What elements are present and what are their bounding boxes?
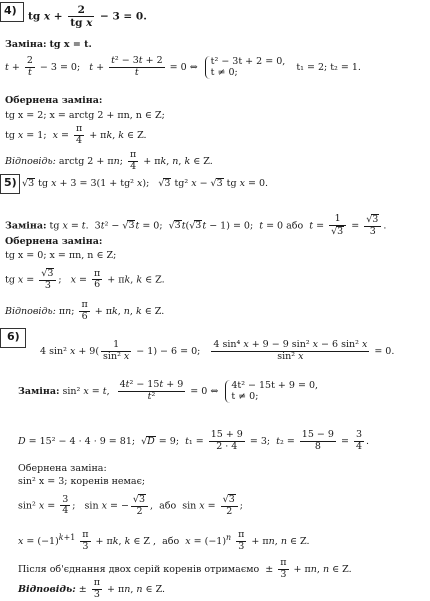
roots: t₁ = 2; t₂ = 1. (296, 61, 361, 73)
problem-number: 5) (4, 176, 17, 189)
problem-equation: tg x + $\frac{2}{\text{tg x}}$ − 3 = 0. (28, 4, 147, 30)
equation-system: 4t² − 15t + 9 = 0, t ≠ 0; (225, 380, 322, 403)
combine-line: Після об'єднання двох серій коренів отримаємо ± $\frac{\pi}{3}$ + πn, n ∈ Z. (18, 557, 352, 580)
inverse-substitution-label: Обернена заміна: (5, 236, 103, 247)
case-1: tg x = 0; x = πn, n ∈ Z; (5, 250, 117, 261)
problem-6 (0, 326, 430, 600)
case-2: tg x = 1; x = $\frac{\pi}{4}$ + πk, k ∈ Z. (5, 123, 147, 146)
answer-line: Відповідь: ± $\frac{\pi}{3}$ + πn, n ∈ Z. (18, 577, 166, 600)
substitution-line: Заміна: tg x = t. 3t² − √3t = 0; √3t(√3t − 1) = 0; t = 0 або t = $\frac{1}{√3}$ = $\frac{√3}{3}$ . (5, 213, 387, 237)
problem-5 (0, 172, 430, 322)
case-1: tg x = 2; x = arctg 2 + πn, n ∈ Z; (5, 110, 165, 121)
no-roots-line: sin² x = 3; коренів немає; (18, 476, 146, 487)
inverse-substitution-label: Обернена заміна: (5, 95, 103, 106)
answer-line: Відповідь: πn; $\frac{\pi}{6}$ + πk, n, k ∈ Z. (5, 299, 165, 322)
case-2: sin² x = $\frac{3}{4}$ ; sin x = − $\frac{√3}{2}$ , або sin x = $\frac{√3}{2}$ ; (18, 493, 243, 517)
problem-number: 6) (7, 330, 20, 343)
case-3: $x = (-1)^{k+1}$ $\frac{\pi}{3}$ + πk, k ∈ Z , або $x = (-1)^n$ $\frac{\pi}{3}$ + πn, n ∈ Z. (18, 529, 310, 552)
substitution-line: Заміна: sin² x = t, $\frac{\text{4t² − 15t + 9}}{\text{t²}}$ = 0 ⇔ 4t² − 15t + 9 = 0, t ≠ 0; (18, 380, 326, 403)
equation-system: t² − 3t + 2 = 0, t ≠ 0; (205, 56, 290, 79)
inverse-substitution-label: Обернена заміна: (18, 463, 107, 474)
discriminant-line: D = 15² − 4 · 4 · 9 = 81; √D = 9; t₁ = $\frac{15 + 9}{2 \cdot 4}$ = 3; t₂ = $\frac{15 - 9}{8}$ = $\frac{3}{4}$ . (18, 429, 370, 452)
problem-number: 4) (4, 4, 17, 17)
case-2: tg x = $\frac{√3}{3}$ ; x = $\frac{\pi}{6}$ + πk, k ∈ Z. (5, 267, 165, 291)
problem-equation: √3 tg x + 3 = 3(1 + tg² x); √3 tg² x − √3 tg x = 0. (22, 178, 269, 189)
substitution-line: Заміна: tg x = t. (5, 39, 92, 50)
substituted-equation: t + $\frac{2}{t}$ − 3 = 0; t + $\frac{\text{t² − 3t + 2}}{t}$ = 0 ⇔ t² − 3t + 2 = 0, t ≠ 0; t₁ = 2; t₂ = 1. (5, 55, 361, 79)
problem-4 (0, 0, 430, 170)
answer-line: Відповідь: arctg 2 + πn; $\frac{\pi}{4}$ + πk, n, k ∈ Z. (5, 149, 213, 172)
problem-equation: 4 sin² x + 9( $\frac{1}{\text{sin² x}}$ − 1) − 6 = 0; $\frac{\text{4 sin⁴ x + 9 − 9 sin² x − 6 sin² x}}{\text{sin² x}}$ = 0. (40, 339, 395, 362)
